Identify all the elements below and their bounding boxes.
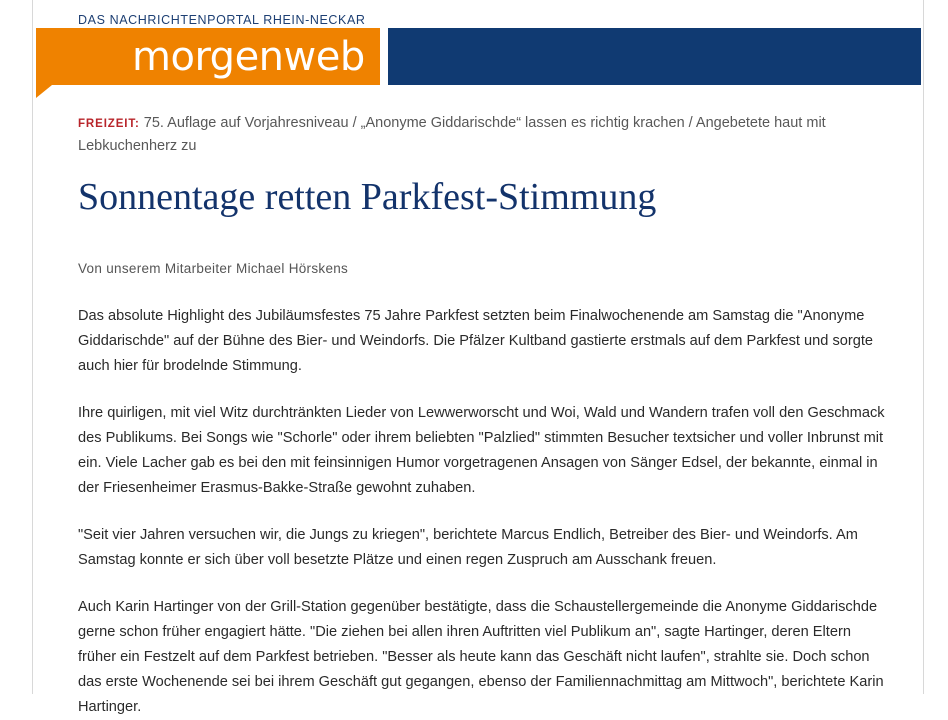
logo-wordmark: morgenweb <box>132 33 365 80</box>
article-kicker <box>78 112 886 157</box>
site-tagline: DAS NACHRICHTENPORTAL RHEIN-NECKAR <box>78 13 366 27</box>
article-headline: Sonnentage retten Parkfest-Stimmung <box>78 176 657 218</box>
article-body <box>0 112 948 720</box>
article-paragraph: "Seit vier Jahren versuchen wir, die Jungs zu kriegen", berichtete Marcus Endlich, Betreiber des Bier- und Weindorfs. Am Samstag konnte er sich über voll besetzte Plätze und einen regen Zuspruch am Ausschank freuen. <box>78 527 858 568</box>
logo-tail-shape <box>36 85 52 98</box>
article-paragraph: Auch Karin Hartinger von der Grill-Station gegenüber bestätigte, dass die Schaustellergemeinde die Anonyme Giddarischde gerne schon früher engagiert hätte. "Die ziehen bei allen ihren Auftritten viel Publikum an", sagte Hartinger, deren Eltern früher ein Festzelt auf dem Parkfest betrieben. "Besser als heute kann das Geschäft nicht laufen", strahlte sie. Doch schon das erste Wochenende sei bei ihrem Geschäft gut gegangen, ebenso der Familiennachmittag am Mittwoch", berichtete Karin Hartinger. <box>78 599 884 715</box>
article-paragraph: Das absolute Highlight des Jubiläumsfestes 75 Jahre Parkfest setzten beim Finalwochenende am Samstag die "Anonyme Giddarischde" auf der Bühne des Bier- und Weindorfs. Die Pfälzer Kultband gastierte erstmals auf dem Parkfest und sorgte auch hier für brodelnde Stimmung. <box>78 308 874 374</box>
article-byline: Von unserem Mitarbeiter Michael Hörskens <box>78 261 349 276</box>
morgenweb-logo[interactable] <box>36 28 380 85</box>
kicker-label: FREIZEIT: <box>78 118 140 130</box>
site-header <box>0 0 948 98</box>
article-paragraph: Ihre quirligen, mit viel Witz durchtränkten Lieder von Lewwerworscht und Woi, Wald und Wandern trafen voll den Geschmack des Publikums. Bei Songs wie "Schorle" oder ihrem beliebten "Palzlied" stimmten Besucher textsicher und voller Inbrunst mit ein. Viele Lacher gab es bei den mit feinsinnigen Humor vorgetragenen Ansagen von Sänger Edsel, der bekannte, einmal in der Friesenheimer Erasmus-Bakke-Straße gewohnt zuhaben. <box>78 405 885 496</box>
kicker-text: 75. Auflage auf Vorjahresniveau / „Anonyme Giddarischde“ lassen es richtig krachen / Angebetete haut mit Lebkuchenherz zu <box>78 115 826 154</box>
header-blue-bar <box>388 28 921 85</box>
article-paragraphs <box>0 304 948 720</box>
